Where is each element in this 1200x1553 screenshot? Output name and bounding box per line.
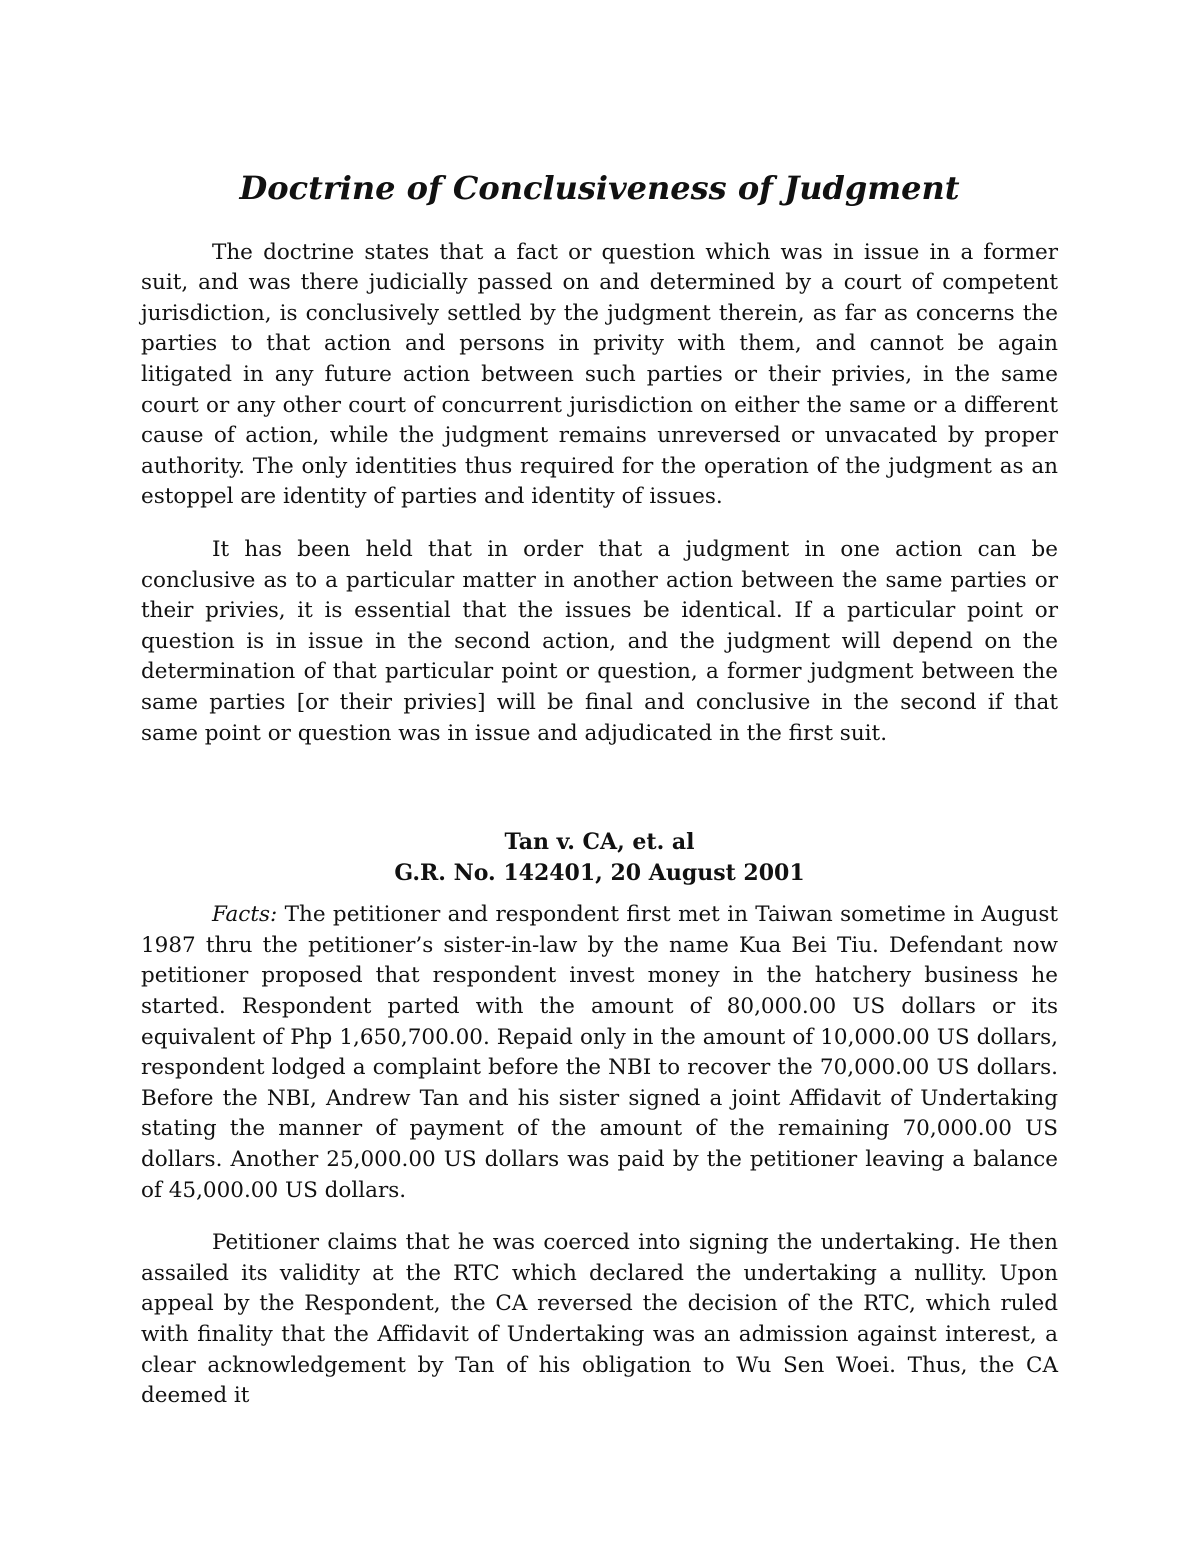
document-page	[141, 168, 1058, 1434]
case-name: Tan v. CA, et. al	[504, 829, 695, 856]
intro-paragraph-1: The doctrine states that a fact or question which was in issue in a former suit, and was there judicially passed on and determined by a court of competent jurisdiction, is conclusively settled by the judgment therein, as far as concerns the parties to that action and persons in privity with them, and cannot be again litigated in any future action between such parties or their privies, in the same court or any other court of concurrent jurisdiction on either the same or a different cause of action, while the judgment remains unreversed or unvacated by proper authority. The only identities thus required for the operation of the judgment as an estoppel are identity of parties and identity of issues.	[141, 239, 1058, 510]
case-citation: G.R. No. 142401, 20 August 2001	[394, 859, 805, 886]
intro-paragraph-2: It has been held that in order that a judgment in one action can be conclusive as to a particular matter in another action between the same parties or their privies, it is essential that the issues be identical. If a particular point or question is in issue in the second action, and the judgment will depend on the determination of that particular point or question, a former judgment between the same parties [or their privies] will be final and conclusive in the second if that same point or question was in issue and adjudicated in the first suit.	[141, 536, 1058, 746]
facts-label: Facts:	[212, 902, 278, 928]
document-title: Doctrine of Conclusiveness of Judgment	[239, 169, 960, 207]
facts-text: The petitioner and respondent first met in Taiwan sometime in August 1987 thru the petitioner’s sister-in-law by the name Kua Bei Tiu. Defendant now petitioner proposed that respondent invest money in the hatchery business he started. Respondent parted with the amount of 80,000.00 US dollars or its equivalent of Php 1,650,700.00. Repaid only in the amount of 10,000.00 US dollars, respondent lodged a complaint before the NBI to recover the 70,000.00 US dollars. Before the NBI, Andrew Tan and his sister signed a joint Affidavit of Undertaking stating the manner of payment of the amount of the remaining 70,000.00 US dollars. Another 25,000.00 US dollars was paid by the petitioner leaving a balance of 45,000.00 US dollars.	[141, 902, 1058, 1203]
facts-paragraph	[141, 900, 1058, 1206]
case-heading	[141, 827, 1058, 888]
closing-paragraph: Petitioner claims that he was coerced into signing the undertaking. He then assailed its validity at the RTC which declared the undertaking a nullity. Upon appeal by the Respondent, the CA reversed the decision of the RTC, which ruled with finality that the Affidavit of Undertaking was an admission against interest, a clear acknowledgement by Tan of his obligation to Wu Sen Woei. Thus, the CA deemed it	[141, 1230, 1058, 1409]
